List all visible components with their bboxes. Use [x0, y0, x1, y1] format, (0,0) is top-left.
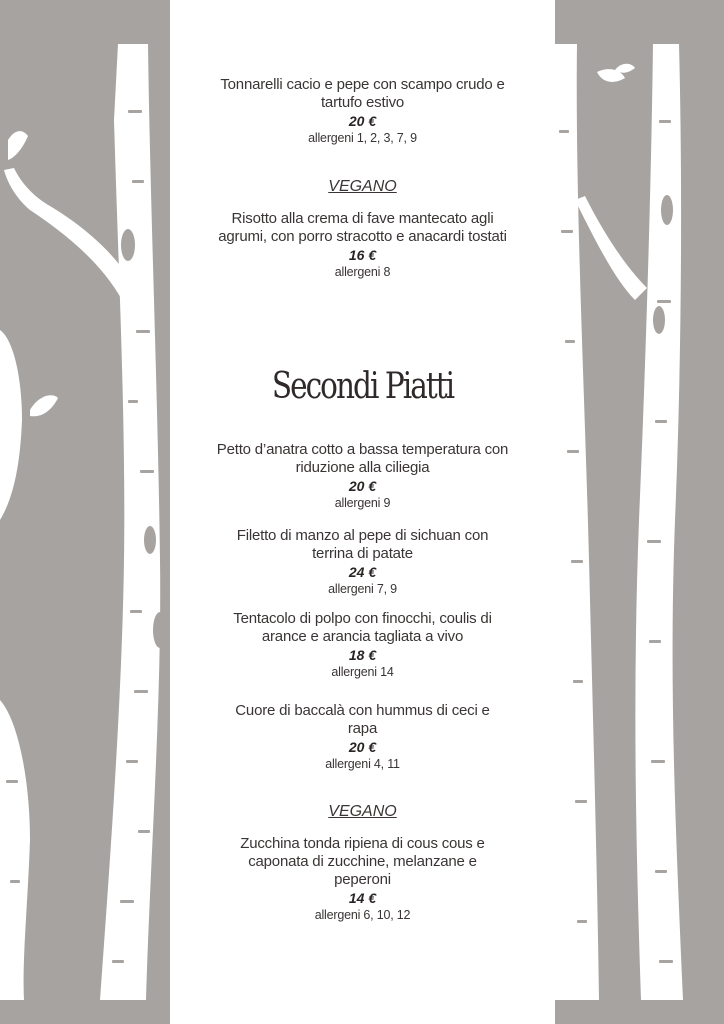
menu-item-polpo	[170, 610, 555, 680]
dish-allergens: allergeni 7, 9	[328, 582, 397, 596]
dish-name: Risotto alla crema di fave mantecato agli agrumi, con porro stracotto e anacardi tostati	[218, 210, 507, 245]
dish-allergens: allergeni 9	[334, 496, 391, 510]
dish-price: 20 €	[348, 113, 377, 129]
dish-price: 24 €	[348, 564, 377, 580]
section-title: Secondi Piatti	[271, 366, 454, 407]
dish-allergens: allergeni 4, 11	[325, 757, 400, 771]
dish-name: Filetto di manzo al pepe di sichuan con terrina di patate	[236, 527, 489, 562]
dish-name: Tentacolo di polpo con finocchi, coulis di arance e arancia tagliata a vivo	[233, 610, 492, 645]
dish-allergens: allergeni 8	[334, 265, 391, 279]
dish-name: Cuore di baccalà con hummus di ceci e rapa	[235, 702, 490, 737]
dish-name: Petto d’anatra cotto a bassa temperatura con riduzione alla ciliegia	[216, 441, 509, 476]
dish-price: 18 €	[348, 647, 377, 663]
birch-trees-right-illustration	[555, 0, 724, 1024]
dish-name: Zucchina tonda ripiena di cous cous e caponata di zucchine, melanzane e peperoni	[240, 835, 485, 888]
birch-trees-left-illustration	[0, 0, 170, 1024]
menu-item-risotto	[170, 210, 555, 280]
dish-price: 14 €	[348, 890, 377, 906]
menu-item-baccala	[170, 702, 555, 772]
menu-item-anatra	[170, 441, 555, 511]
menu-page	[170, 0, 555, 1024]
menu-item-zucchina	[170, 835, 555, 923]
menu-item-tonnarelli	[170, 76, 555, 146]
vegan-label: VEGANO	[328, 803, 397, 820]
menu-item-manzo	[170, 527, 555, 597]
dish-price: 20 €	[348, 739, 377, 755]
left-birch-panel	[0, 0, 170, 1024]
right-birch-panel	[555, 0, 724, 1024]
dish-price: 20 €	[348, 478, 377, 494]
dish-allergens: allergeni 1, 2, 3, 7, 9	[308, 131, 417, 145]
dish-allergens: allergeni 14	[331, 665, 394, 679]
dish-name: Tonnarelli cacio e pepe con scampo crudo e tartufo estivo	[220, 76, 505, 111]
vegan-label: VEGANO	[328, 178, 397, 195]
dish-allergens: allergeni 6, 10, 12	[314, 908, 411, 922]
dish-price: 16 €	[348, 247, 377, 263]
